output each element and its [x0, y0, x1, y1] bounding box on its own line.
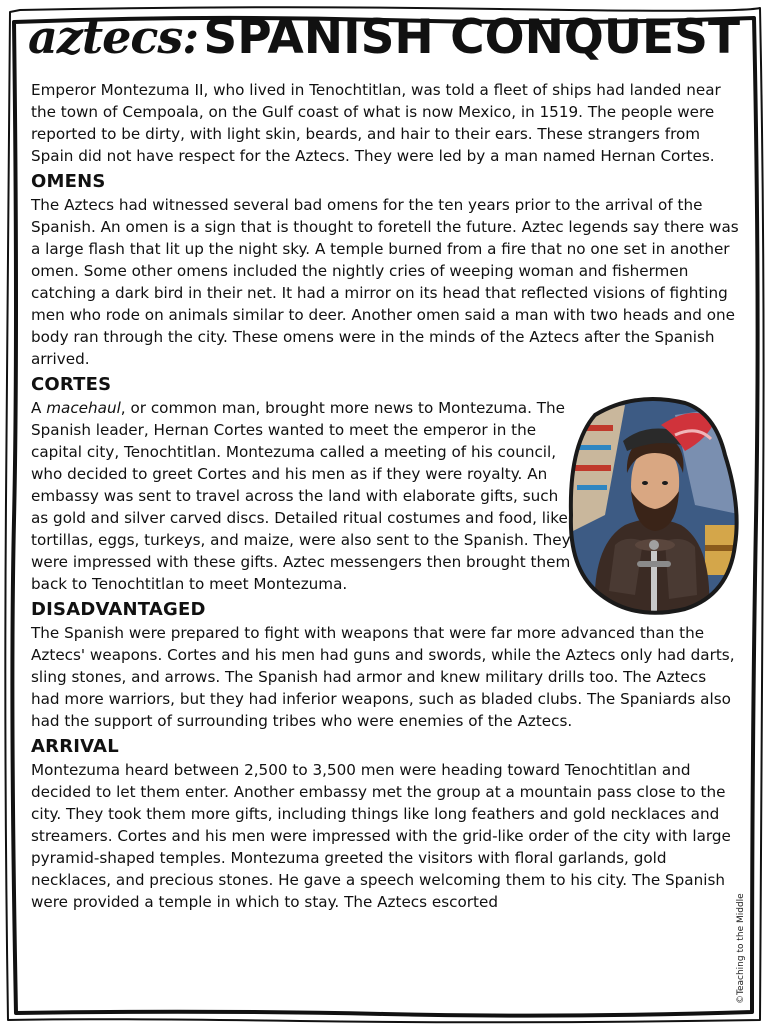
title-main: SPANISH CONQUEST [203, 10, 741, 65]
copyright-notice: ©Teaching to the Middle [736, 893, 746, 1004]
omens-heading: OMENS [31, 171, 106, 192]
cortes-text-start: A [31, 399, 47, 417]
cortes-section [31, 397, 739, 595]
cortes-text-rest: , or common man, brought more news to Montezuma. The Spanish leader, Hernan Cortes wanted to meet the emperor in the capital city, Tenochtitlan. Montezuma called a meeting of his council, who decided to greet Cortes and his men as if they were royalty. An embassy was sent to travel across the land with elaborate gifts, such as gold and silver carved discs. Detailed ritual costumes and food, like tortillas, eggs, turkeys, and maize, were also sent to the Spanish. They were impressed with these gifts. Aztec messengers then brought them back to Tenochtitlan to meet Montezuma. [31, 399, 571, 593]
title-script: aztecs: [27, 10, 199, 64]
cortes-heading: CORTES [31, 374, 112, 395]
disadvantaged-paragraph: The Spanish were prepared to fight with weapons that were far more advanced than the Aztecs' weapons. Cortes and his men had guns and swords, while the Aztecs only had darts, sling stones, and arrows. The Spanish had armor and knew military drills too. The Aztecs had more warriors, but they had inferior weapons, such as bladed clubs. The Spaniards also had the support of surrounding tribes who were enemies of the Aztecs. [31, 624, 735, 730]
article-body [31, 79, 739, 913]
arrival-paragraph: Montezuma heard between 2,500 to 3,500 men were heading toward Tenochtitlan and decided to let them enter. Another embassy met the group at a mountain pass close to the city. They took them more gifts, including things like long feathers and gold necklaces and streamers. Cortes and his men were impressed with the grid-like order of the city with large pyramid-shaped temples. Montezuma greeted the visitors with floral garlands, gold necklaces, and precious stones. He gave a speech welcoming them to his city. The Spanish were provided a temple in which to stay. The Aztecs escorted [31, 761, 731, 911]
cortes-portrait [565, 395, 743, 617]
page-title [0, 10, 768, 80]
intro-paragraph: Emperor Montezuma II, who lived in Tenochtitlan, was told a fleet of ships had landed near the town of Cempoala, on the Gulf coast of what is now Mexico, in 1519. The people were reported to be dirty, with light skin, beards, and hair to their ears. These strangers from Spain did not have respect for the Aztecs. They were led by a man named Hernan Cortes. [31, 81, 721, 165]
omens-paragraph: The Aztecs had witnessed several bad omens for the ten years prior to the arrival of the Spanish. An omen is a sign that is thought to foretell the future. Aztec legends say there was a large flash that lit up the night sky. A temple burned from a fire that no one set in another omen. Some other omens included the nightly cries of weeping woman and fishermen catching a dark bird in their net. It had a mirror on its head that reflected visions of fighting men who rode on animals similar to deer. Another omen said a man with two heads and one body ran through the city. These omens were in the minds of the Aztecs after the Spanish arrived. [31, 196, 739, 368]
cortes-italic-term: macehaul [46, 399, 121, 417]
disadvantaged-heading: DISADVANTAGED [31, 599, 206, 620]
arrival-heading: ARRIVAL [31, 736, 119, 757]
cortes-paragraph [31, 397, 571, 595]
